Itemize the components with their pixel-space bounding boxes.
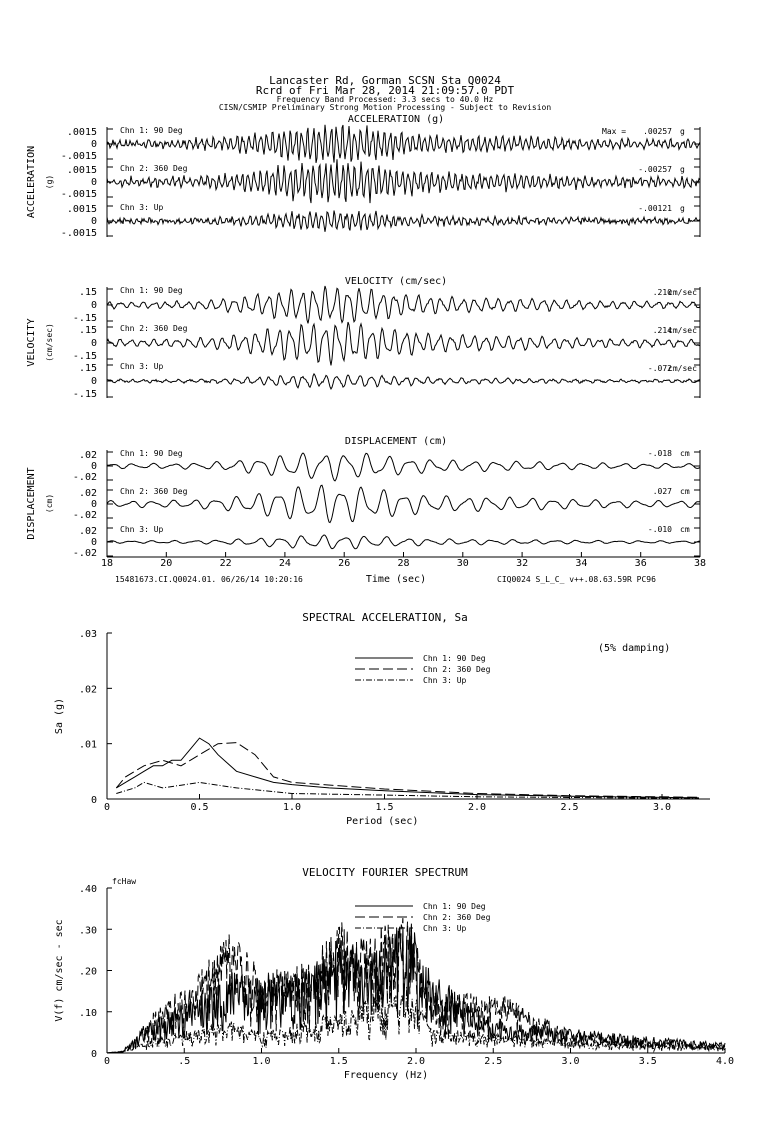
footer-left: 15481673.CI.Q0024.01. 06/26/14 10:20:16 (115, 575, 303, 584)
x-axis-label: Frequency (Hz) (343, 1070, 429, 1081)
y-tick-label: 0 (90, 461, 97, 472)
waveform-trace (107, 211, 700, 232)
x-tick-label: .5 (178, 1056, 191, 1067)
peak-value: -.00121 (638, 204, 672, 213)
panel-title: VELOCITY FOURIER SPECTRUM (302, 866, 468, 879)
header-line1: Lancaster Rd, Gorman SCSN Sta Q0024 (269, 74, 501, 87)
x-tick-label: 3.0 (561, 1056, 580, 1067)
peak-value: -.072 (647, 364, 672, 373)
waveform-trace (107, 485, 700, 522)
x-axis-label: Period (sec) (346, 816, 419, 827)
y-tick-label: 0 (90, 499, 97, 510)
y-axis-label: V(f) cm/sec - sec (54, 919, 65, 1022)
y-axis-unit: (cm/sec) (45, 323, 54, 362)
y-axis-label: ACCELERATION (26, 145, 37, 219)
legend-label: Chn 1: 90 Deg (423, 654, 486, 663)
x-tick-label: 22 (219, 558, 232, 569)
y-tick-label: 0 (90, 376, 97, 387)
x-tick-label: 2.5 (560, 802, 579, 813)
x-tick-label: 34 (575, 558, 588, 569)
peak-value: .214 (652, 326, 672, 335)
peak-value: -.018 (647, 449, 672, 458)
x-tick-label: 0.5 (190, 802, 209, 813)
peak-unit: cm/sec (668, 364, 697, 373)
channel-label: Chn 1: 90 Deg (120, 126, 183, 135)
x-tick-label: 3.5 (638, 1056, 657, 1067)
channel-label: Chn 1: 90 Deg (120, 286, 183, 295)
spectrum-curve (116, 738, 699, 798)
y-tick-label: .0015 (66, 204, 97, 215)
x-tick-label: 4.0 (715, 1056, 735, 1067)
waveform-trace (107, 286, 700, 323)
y-axis-label: VELOCITY (26, 318, 37, 367)
damping-note: (5% damping) (598, 643, 671, 654)
y-axis-label: Sa (g) (54, 697, 65, 735)
y-tick-label: 0 (90, 537, 97, 548)
legend-label: Chn 3: Up (423, 924, 467, 933)
y-tick-label: .02 (78, 450, 97, 461)
waveform-trace (107, 322, 700, 365)
spectrum-curve (107, 918, 725, 1053)
y-tick-label: .02 (78, 526, 97, 537)
legend-label: Chn 1: 90 Deg (423, 902, 486, 911)
y-tick-label: .40 (78, 884, 97, 895)
channel-label: Chn 3: Up (120, 362, 164, 371)
peak-unit: cm (680, 449, 690, 458)
spectrum-curve (107, 926, 725, 1054)
channel-label: Chn 3: Up (120, 525, 164, 534)
x-tick-label: 38 (693, 558, 707, 569)
legend-label: Chn 3: Up (423, 676, 467, 685)
y-tick-label: 0 (90, 139, 97, 150)
time-axis-label: Time (sec) (365, 574, 427, 585)
x-tick-label: 18 (100, 558, 114, 569)
x-tick-label: 1.0 (282, 802, 302, 813)
footer-right: CIQ0024 S_L_C_ v++.08.63.59R PC96 (497, 575, 656, 584)
max-label: Max = (602, 127, 627, 136)
legend-label: Chn 2: 360 Deg (423, 913, 491, 922)
spectrum-curve (116, 743, 699, 798)
panel-title: ACCELERATION (g) (347, 114, 445, 125)
x-tick-label: 36 (634, 558, 647, 569)
y-tick-label: -.15 (72, 313, 97, 324)
y-tick-label: -.0015 (60, 151, 97, 162)
x-tick-label: 28 (397, 558, 410, 569)
peak-value: -.00257 (638, 165, 672, 174)
x-tick-label: 1.5 (329, 1056, 348, 1067)
x-tick-label: 0 (103, 802, 111, 813)
x-tick-label: 2.5 (484, 1056, 503, 1067)
header-line4: CISN/CSMIP Preliminary Strong Motion Processing - Subject to Revision (218, 103, 552, 112)
header-line3: Frequency Band Processed: 3.3 secs to 40.0 Hz (276, 95, 494, 104)
channel-label: Chn 3: Up (120, 203, 164, 212)
peak-unit: cm (680, 525, 690, 534)
waveform-trace (107, 535, 700, 549)
y-tick-label: .02 (78, 684, 97, 696)
y-tick-label: .30 (78, 925, 97, 937)
panel-title: DISPLACEMENT (cm) (344, 436, 448, 447)
peak-value: .00257 (643, 127, 672, 136)
peak-unit: g (680, 127, 685, 136)
y-tick-label: .20 (78, 966, 97, 978)
y-tick-label: -.02 (72, 548, 97, 559)
x-tick-label: 3.0 (652, 802, 672, 813)
y-tick-label: 0 (90, 177, 97, 188)
y-tick-label: -.02 (72, 472, 97, 483)
y-tick-label: -.02 (72, 510, 97, 521)
x-tick-label: 1.0 (252, 1056, 271, 1067)
x-tick-label: 24 (278, 558, 291, 569)
y-axis-unit: (g) (45, 174, 54, 190)
corner-label: fcHaw (112, 877, 137, 886)
peak-value: -.010 (647, 525, 672, 534)
x-tick-label: 0 (103, 1056, 111, 1067)
peak-unit: cm/sec (668, 326, 697, 335)
peak-unit: g (680, 204, 685, 213)
y-tick-label: .01 (78, 739, 97, 751)
y-tick-label: .0015 (66, 165, 97, 176)
y-axis-label: DISPLACEMENT (26, 467, 37, 540)
y-tick-label: .0015 (66, 127, 97, 138)
y-tick-label: .02 (78, 488, 97, 499)
y-tick-label: -.15 (72, 351, 97, 362)
y-tick-label: 0 (90, 1049, 97, 1060)
channel-label: Chn 2: 360 Deg (120, 487, 188, 496)
x-tick-label: 26 (338, 558, 351, 569)
x-tick-label: 2.0 (406, 1056, 426, 1067)
peak-value: .210 (652, 288, 672, 297)
channel-label: Chn 2: 360 Deg (120, 164, 188, 173)
waveform-trace (107, 374, 700, 389)
channel-label: Chn 2: 360 Deg (120, 324, 188, 333)
peak-unit: g (680, 165, 685, 174)
y-tick-label: -.0015 (60, 228, 97, 239)
x-tick-label: 32 (516, 558, 529, 569)
waveform-trace (107, 159, 700, 203)
y-tick-label: .10 (78, 1007, 97, 1019)
panel-title: SPECTRAL ACCELERATION, Sa (302, 611, 468, 624)
x-tick-label: 2.0 (467, 802, 487, 813)
y-tick-label: -.15 (72, 389, 97, 400)
panel-title: VELOCITY (cm/sec) (344, 276, 448, 287)
legend-label: Chn 2: 360 Deg (423, 665, 491, 674)
y-tick-label: 0 (90, 300, 97, 311)
peak-unit: cm (680, 487, 690, 496)
x-tick-label: 1.5 (375, 802, 394, 813)
header-line2: Rcrd of Fri Mar 28, 2014 21:09:57.0 PDT (255, 84, 515, 97)
x-tick-label: 30 (456, 558, 469, 569)
y-tick-label: .15 (78, 363, 97, 374)
y-tick-label: -.0015 (60, 189, 97, 200)
waveform-trace (107, 453, 700, 481)
y-tick-label: .15 (78, 287, 97, 298)
x-tick-label: 20 (160, 558, 173, 569)
channel-label: Chn 1: 90 Deg (120, 449, 183, 458)
y-tick-label: 0 (90, 338, 97, 349)
peak-value: .027 (652, 487, 672, 496)
y-tick-label: .15 (78, 325, 97, 336)
y-tick-label: .03 (78, 629, 97, 640)
y-tick-label: 0 (90, 216, 97, 227)
peak-unit: cm/sec (668, 288, 697, 297)
y-axis-unit: (cm) (45, 493, 54, 514)
y-tick-label: 0 (90, 795, 97, 806)
